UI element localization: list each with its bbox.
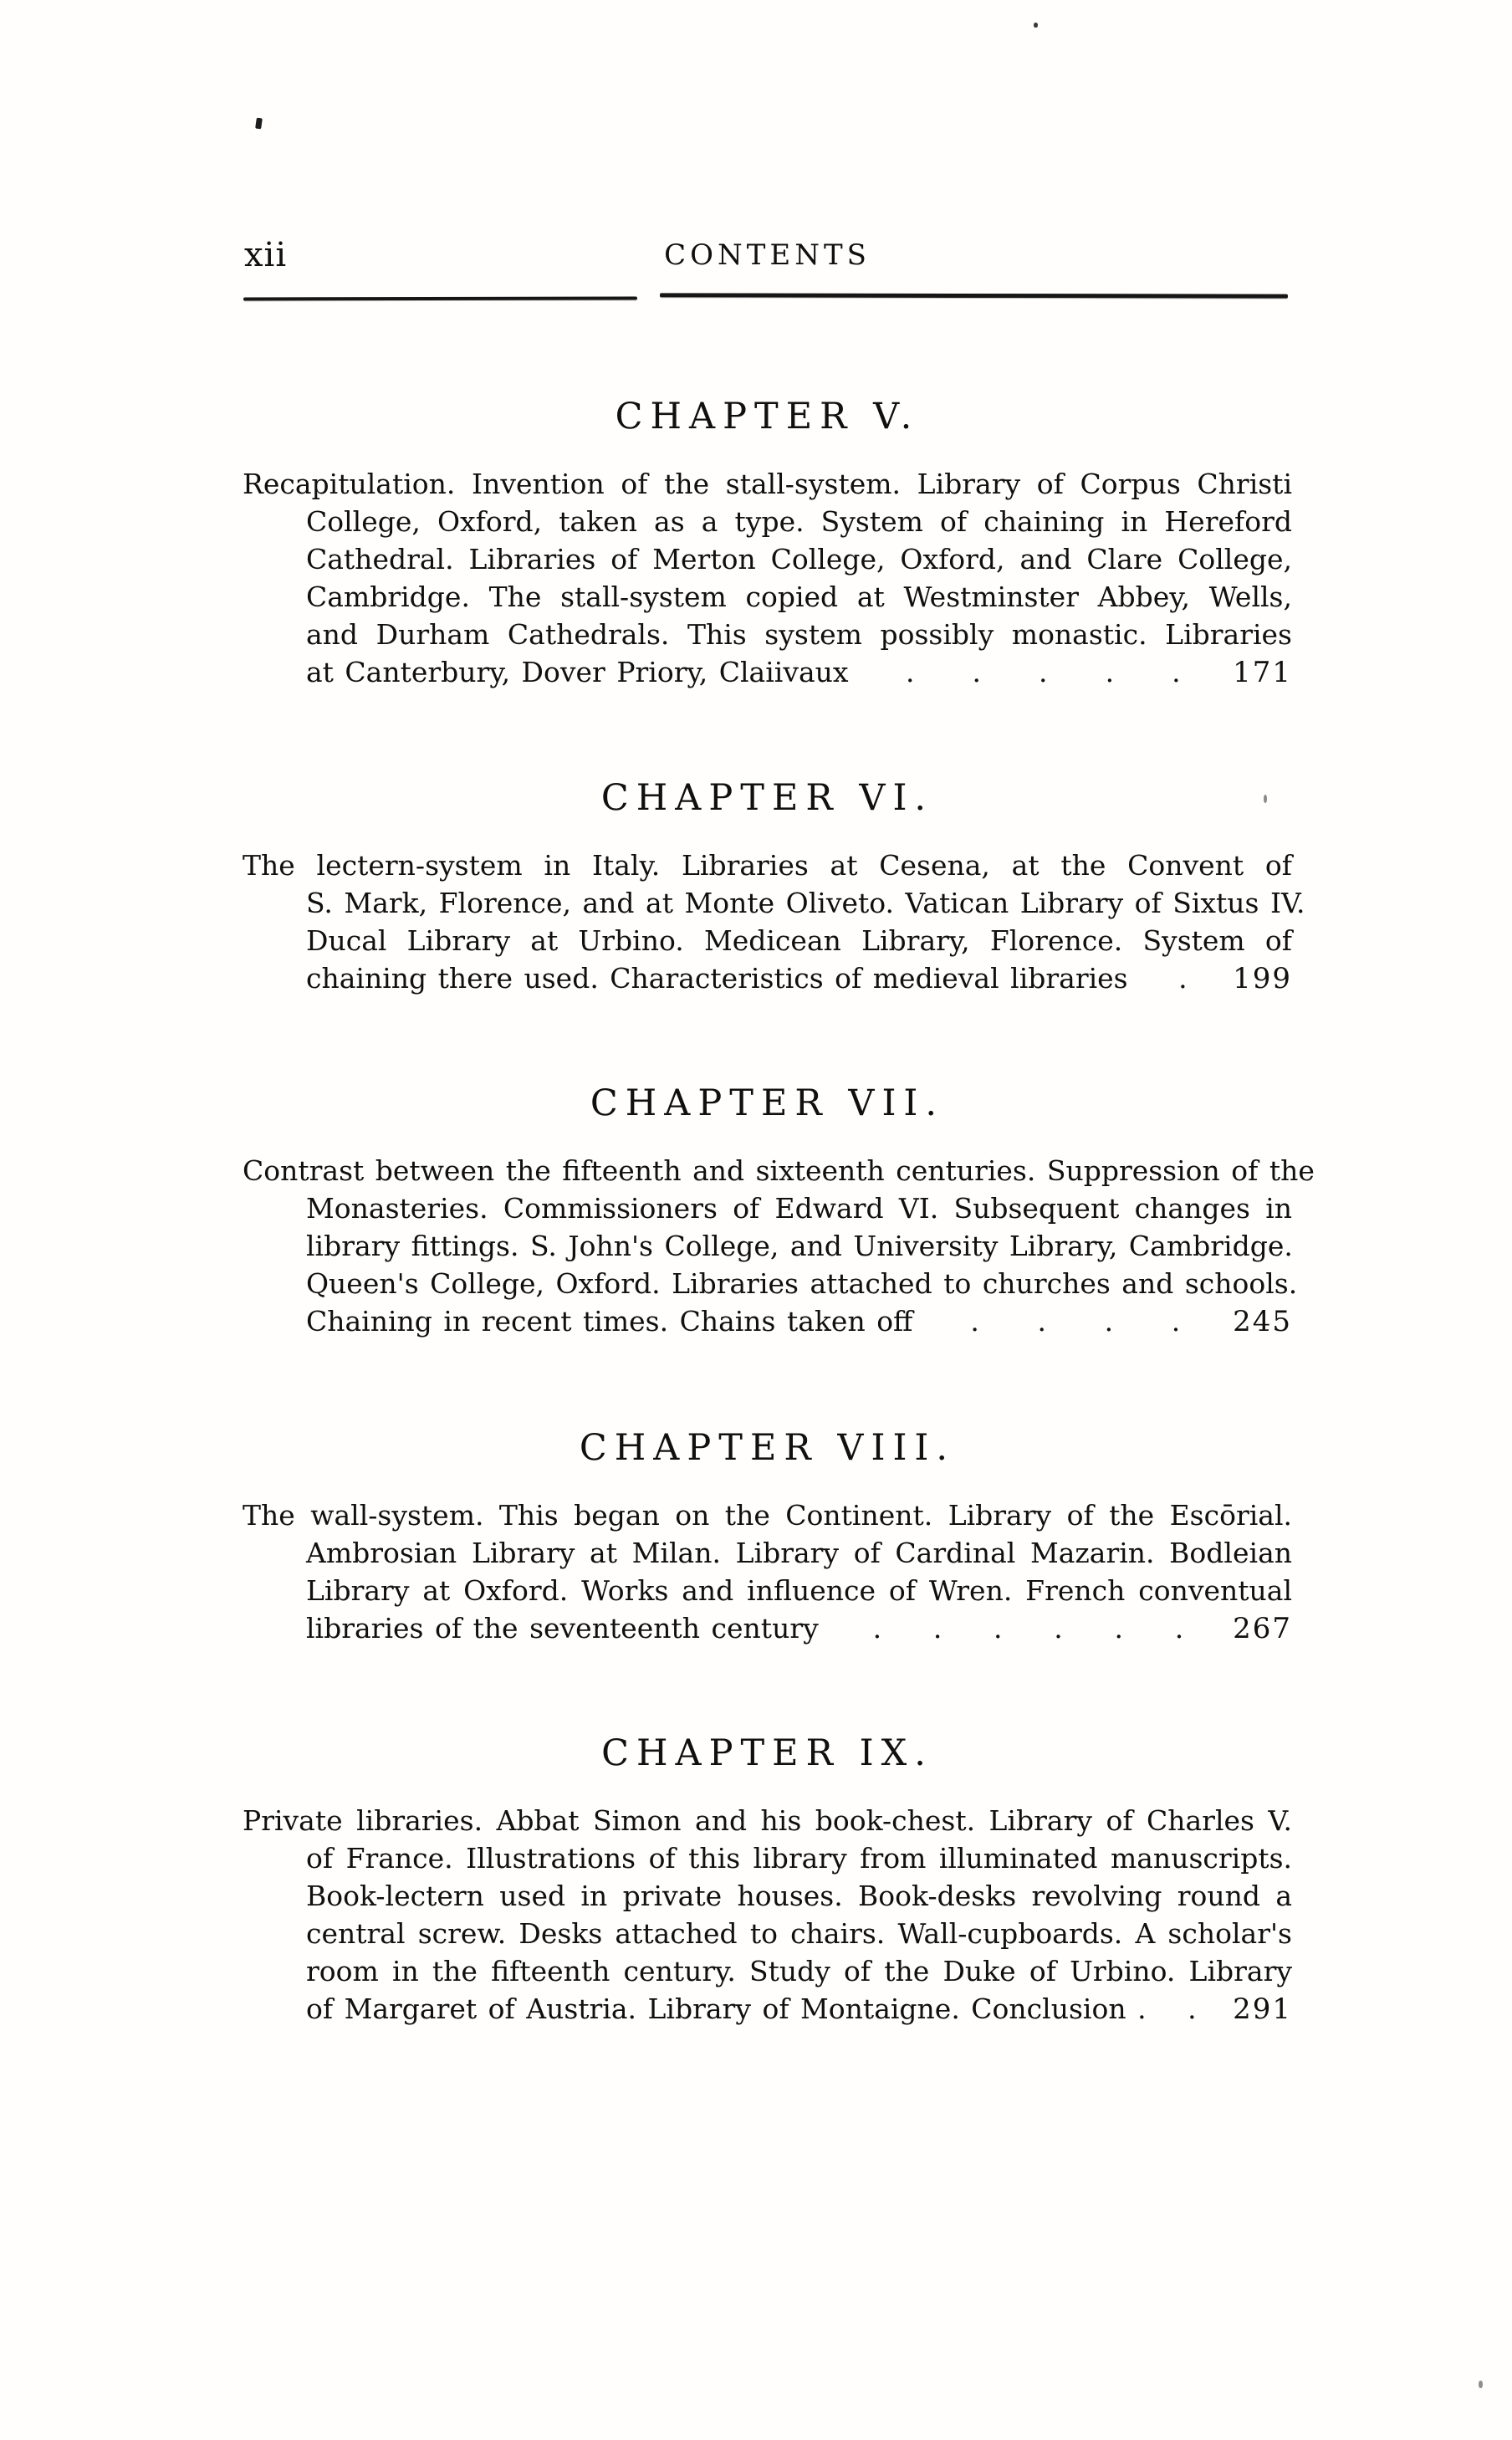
- chapter-summary: [243, 465, 1292, 691]
- summary-line: at Canterbury, Dover Priory, Claiivaux: [306, 656, 849, 688]
- leader-dot: .: [1039, 656, 1048, 688]
- leader-dot: .: [994, 1612, 1003, 1645]
- leader-dot: .: [1178, 962, 1188, 995]
- chapter-heading: CHAPTER V.: [615, 396, 920, 437]
- chapter-page-number: 245: [1233, 1305, 1292, 1338]
- summary-line: The wall-system. This began on the Continent. Library of the Escōrial.: [243, 1499, 1292, 1532]
- leader-dot: .: [970, 1305, 979, 1338]
- summary-line: room in the fifteenth century. Study of the Duke of Urbino. Library: [306, 1955, 1292, 1987]
- summary-line: S. Mark, Florence, and at Monte Oliveto. Vatican Library of Sixtus IV.: [306, 887, 1305, 919]
- leader-dot: .: [1188, 1992, 1197, 2025]
- header-rule-left: [243, 297, 637, 301]
- summary-line: central screw. Desks attached to chairs. Wall-cupboards. A scholar's: [306, 1917, 1292, 1950]
- summary-line: Contrast between the fifteenth and sixteenth centuries. Suppression of the: [243, 1154, 1315, 1187]
- scan-speck: [1479, 2381, 1483, 2388]
- summary-last-line: [243, 959, 1292, 997]
- chapter-page-number: 291: [1233, 1992, 1292, 2026]
- chapter-entry: [243, 393, 1292, 691]
- scan-speck: [1034, 23, 1038, 28]
- dot-leader: [1128, 959, 1233, 997]
- chapter-heading: CHAPTER IX.: [601, 1732, 933, 1774]
- chapter-entry: [243, 1730, 1292, 2028]
- leader-dot: .: [1174, 1612, 1184, 1645]
- summary-line: College, Oxford, taken as a type. System of chaining in Hereford: [306, 505, 1292, 538]
- chapter-heading: CHAPTER VIII.: [579, 1427, 956, 1469]
- leader-dot: .: [932, 1612, 942, 1645]
- chapter-entry: [243, 775, 1305, 997]
- chapter-page-number: 199: [1233, 962, 1292, 995]
- chapter-summary: [243, 1802, 1292, 2028]
- leader-dot: .: [1054, 1612, 1063, 1645]
- summary-line: Queen's College, Oxford. Libraries attached to churches and schools.: [306, 1267, 1298, 1300]
- summary-line: Private libraries. Abbat Simon and his book-chest. Library of Charles V.: [243, 1804, 1292, 1837]
- chapter-entry: [243, 1080, 1315, 1340]
- chapter-summary: [243, 847, 1305, 997]
- summary-line: Cambridge. The stall-system copied at Westminster Abbey, Wells,: [306, 581, 1292, 613]
- leader-dot: .: [972, 656, 982, 688]
- summary-line: Monasteries. Commissioners of Edward VI. Subsequent changes in: [306, 1192, 1292, 1225]
- leader-dot: .: [1037, 1305, 1046, 1338]
- dot-leader: [913, 1302, 1234, 1340]
- summary-line: Library at Oxford. Works and influence of Wren. French conventual: [306, 1574, 1292, 1607]
- leader-dot: .: [1114, 1612, 1123, 1645]
- summary-line: Recapitulation. Invention of the stall-system. Library of Corpus Christi: [243, 468, 1292, 500]
- summary-line: of France. Illustrations of this library from illuminated manuscripts.: [306, 1842, 1292, 1875]
- summary-last-line: [243, 653, 1292, 691]
- summary-line: Chaining in recent times. Chains taken off: [306, 1305, 913, 1338]
- chapter-page-number: 171: [1233, 656, 1292, 689]
- summary-line: Ambrosian Library at Milan. Library of Cardinal Mazarin. Bodleian: [306, 1537, 1292, 1569]
- leader-dot: .: [1171, 1305, 1181, 1338]
- chapter-summary: [243, 1152, 1315, 1340]
- chapter-entry: [243, 1425, 1292, 1647]
- summary-line: Cathedral. Libraries of Merton College, Oxford, and Clare College,: [306, 543, 1292, 575]
- summary-line: and Durham Cathedrals. This system possibly monastic. Libraries: [306, 618, 1292, 651]
- summary-last-line: [243, 1609, 1292, 1647]
- summary-line: The lectern-system in Italy. Libraries at Cesena, at the Convent of: [243, 849, 1292, 882]
- scan-speck: [1264, 795, 1267, 803]
- summary-line: Book-lectern used in private houses. Book-desks revolving round a: [306, 1880, 1292, 1912]
- chapter-page-number: 267: [1233, 1612, 1292, 1645]
- summary-last-line: [243, 1302, 1292, 1340]
- leader-dot: .: [1104, 1305, 1114, 1338]
- leader-dot: .: [1105, 656, 1115, 688]
- summary-line: library fittings. S. John's College, and University Library, Cambridge.: [306, 1230, 1293, 1262]
- running-title: CONTENTS: [664, 238, 871, 272]
- folio-page-number: xii: [244, 236, 288, 274]
- leader-dot: .: [872, 1612, 882, 1645]
- summary-line: of Margaret of Austria. Library of Montaigne. Conclusion .: [306, 1992, 1147, 2025]
- chapter-heading: CHAPTER VII.: [590, 1082, 945, 1124]
- summary-line: libraries of the seventeenth century: [306, 1612, 819, 1645]
- dot-leader: [819, 1609, 1233, 1647]
- leader-dot: .: [906, 656, 915, 688]
- leader-dot: .: [1172, 656, 1181, 688]
- summary-line: chaining there used. Characteristics of medieval libraries: [306, 962, 1128, 995]
- chapter-summary: [243, 1496, 1292, 1647]
- page-header: [243, 236, 1292, 279]
- summary-last-line: [243, 1990, 1292, 2028]
- summary-line: Ducal Library at Urbino. Medicean Library, Florence. System of: [306, 924, 1292, 957]
- dot-leader: [849, 653, 1234, 691]
- header-rule-right: [660, 293, 1288, 298]
- scan-speck: [255, 118, 263, 130]
- chapter-heading: CHAPTER VI.: [600, 777, 934, 819]
- dot-leader: [1147, 1990, 1234, 2028]
